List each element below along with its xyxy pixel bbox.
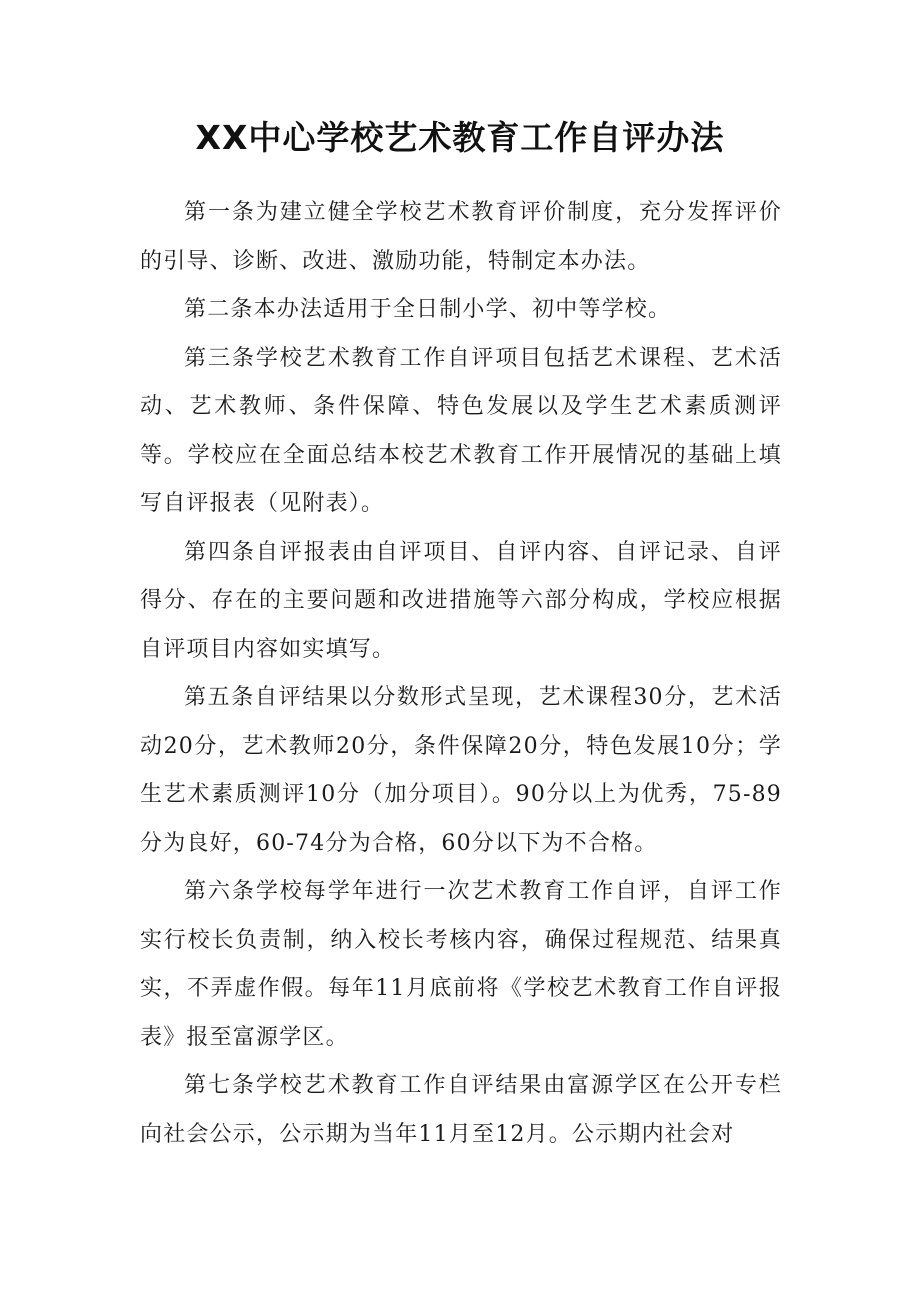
article-2-paragraph: 第二条本办法适用于全日制小学、初中等学校。	[184, 297, 672, 322]
article-4-paragraph: 第四条自评报表由自评项目、自评内容、自评记录、自评得分、存在的主要问题和改进措施等六部分构成，学校应根据自评项目内容如实填写。	[140, 539, 782, 662]
article-3-paragraph: 第三条学校艺术教育工作自评项目包括艺术课程、艺术活动、艺术教师、条件保障、特色发展以及学生艺术素质测评等。学校应在全面总结本校艺术教育工作开展情况的基础上填写自评报表（见附表）。	[140, 345, 782, 516]
article-6-paragraph: 第六条学校每学年进行一次艺术教育工作自评，自评工作实行校长负责制，纳入校长考核内容，确保过程规范、结果真实，不弄虚作假。每年11月底前将《学校艺术教育工作自评报表》报至富源学区。	[140, 879, 782, 1050]
article-1-paragraph: 第一条为建立健全学校艺术教育评价制度，充分发挥评价的引导、诊断、改进、激励功能，特制定本办法。	[140, 200, 782, 274]
document-body	[140, 189, 782, 1159]
document-title: XX中心学校艺术教育工作自评办法	[195, 118, 725, 157]
article-5-paragraph: 第五条自评结果以分数形式呈现，艺术课程30分，艺术活动20分，艺术教师20分，条件保障20分，特色发展10分；学生艺术素质测评10分（加分项目）。90分以上为优秀，75-89分为良好，60-74分为合格，60分以下为不合格。	[140, 685, 782, 856]
article-7-paragraph: 第七条学校艺术教育工作自评结果由富源学区在公开专栏向社会公示，公示期为当年11月至12月。公示期内社会对	[140, 1073, 782, 1147]
